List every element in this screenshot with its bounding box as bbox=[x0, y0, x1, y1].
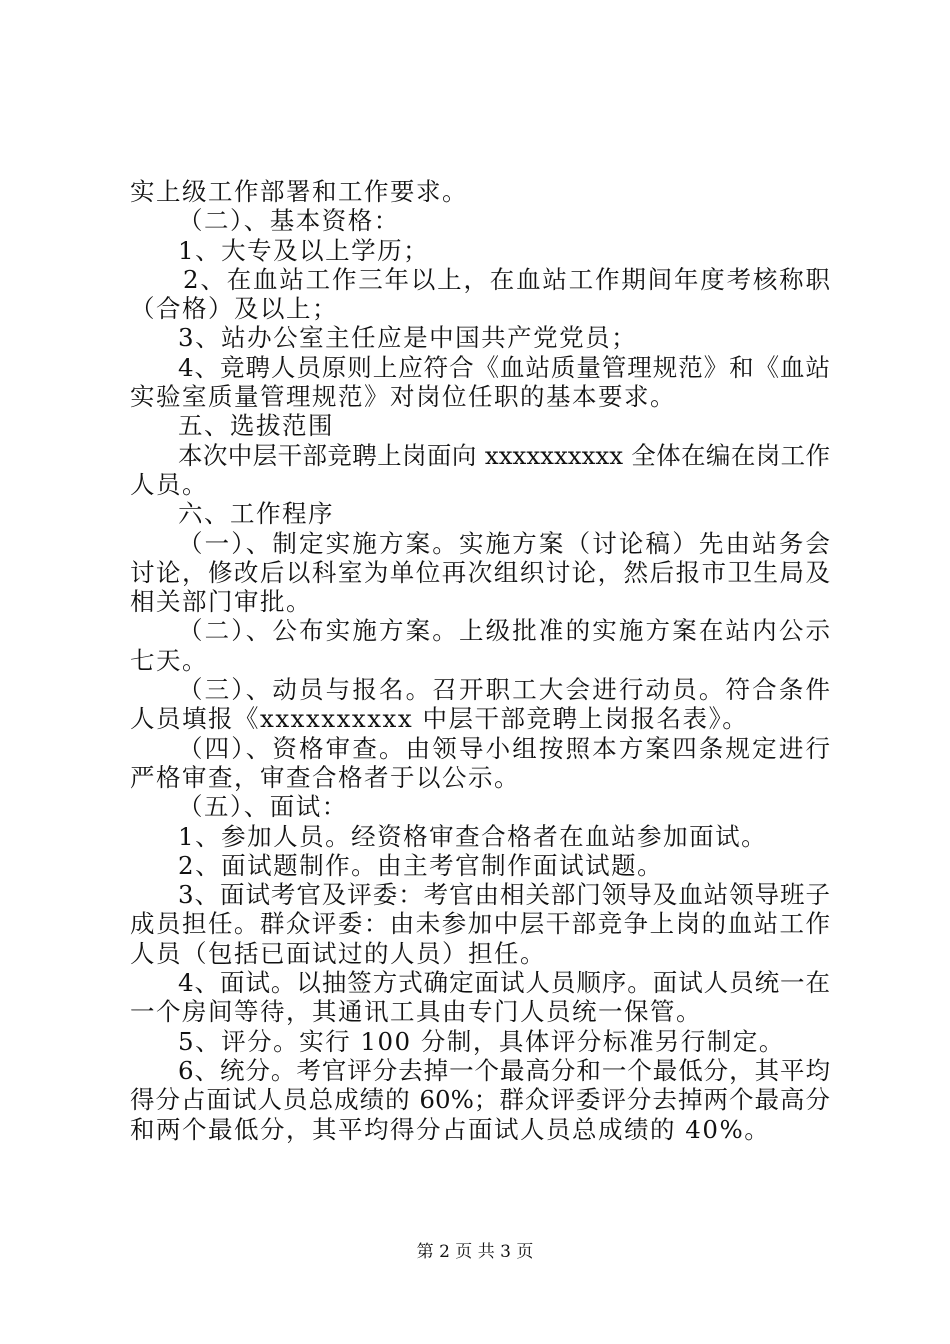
text-line: 人员填报《xxxxxxxxxx 中层干部竞聘上岗报名表》。 bbox=[130, 704, 749, 734]
text-line: 5、评分。实行 100 分制，具体评分标准另行制定。 bbox=[178, 1026, 785, 1056]
text-line: 2、在血站工作三年以上，在血站工作期间年度考核称职 bbox=[183, 264, 830, 294]
text-line: （二）、公布实施方案。上级批准的实施方案在站内公示 bbox=[178, 616, 830, 646]
text-line: 得分占面试人员总成绩的 60%；群众评委评分去掉两个最高分 bbox=[130, 1085, 830, 1115]
text-line: 人员（包括已面试过的人员）担任。 bbox=[130, 938, 546, 968]
text-line: （合格）及以上； bbox=[130, 294, 338, 324]
text-line: 严格审查，审查合格者于以公示。 bbox=[130, 762, 520, 792]
text-line: 6、统分。考官评分去掉一个最高分和一个最低分，其平均 bbox=[178, 1055, 830, 1085]
text-line: 实上级工作部署和工作要求。 bbox=[130, 177, 468, 206]
text-line: 和两个最低分，其平均得分占面试人员总成绩的 40%。 bbox=[130, 1114, 771, 1144]
text-line: （三）、动员与报名。召开职工大会进行动员。符合条件 bbox=[178, 675, 830, 705]
text-line: 1、参加人员。经资格审查合格者在血站参加面试。 bbox=[178, 821, 768, 851]
page-footer: 第 2 页 共 3 页 bbox=[416, 1242, 534, 1262]
text-line: 讨论，修改后以科室为单位再次组织讨论，然后报市卫生局及 bbox=[130, 557, 830, 587]
text-line: （五）、面试： bbox=[178, 792, 348, 822]
text-line: 3、面试考官及评委：考官由相关部门领导及血站领导班子 bbox=[178, 880, 830, 910]
text-line: 4、面试。以抽签方式确定面试人员顺序。面试人员统一在 bbox=[178, 968, 830, 998]
text-line: 成员担任。群众评委：由未参加中层干部竞争上岗的血站工作 bbox=[130, 909, 830, 939]
text-line: 实验室质量管理规范》对岗位任职的基本要求。 bbox=[130, 382, 676, 412]
text-line: 3、站办公室主任应是中国共产党党员； bbox=[178, 323, 638, 353]
text-line: 六、工作程序 bbox=[178, 499, 334, 529]
text-line: 七天。 bbox=[130, 645, 208, 675]
text-line: （一）、制定实施方案。实施方案（讨论稿）先由站务会 bbox=[178, 528, 830, 558]
text-line: 相关部门审批。 bbox=[130, 587, 312, 617]
text-line: 五、选拔范围 bbox=[178, 411, 334, 441]
document-body bbox=[130, 177, 830, 1144]
text-line: 本次中层干部竞聘上岗面向 xxxxxxxxxx 全体在编在岗工作 bbox=[178, 440, 830, 470]
text-line: （二）、基本资格： bbox=[178, 206, 400, 236]
text-line: （四）、资格审查。由领导小组按照本方案四条规定进行 bbox=[178, 733, 830, 763]
text-line: 人员。 bbox=[130, 469, 208, 499]
text-line: 2、面试题制作。由主考官制作面试试题。 bbox=[178, 850, 664, 880]
text-line: 一个房间等待，其通讯工具由专门人员统一保管。 bbox=[130, 997, 702, 1027]
text-line: 4、竞聘人员原则上应符合《血站质量管理规范》和《血站 bbox=[178, 352, 830, 382]
text-line: 1、大专及以上学历； bbox=[178, 235, 430, 265]
